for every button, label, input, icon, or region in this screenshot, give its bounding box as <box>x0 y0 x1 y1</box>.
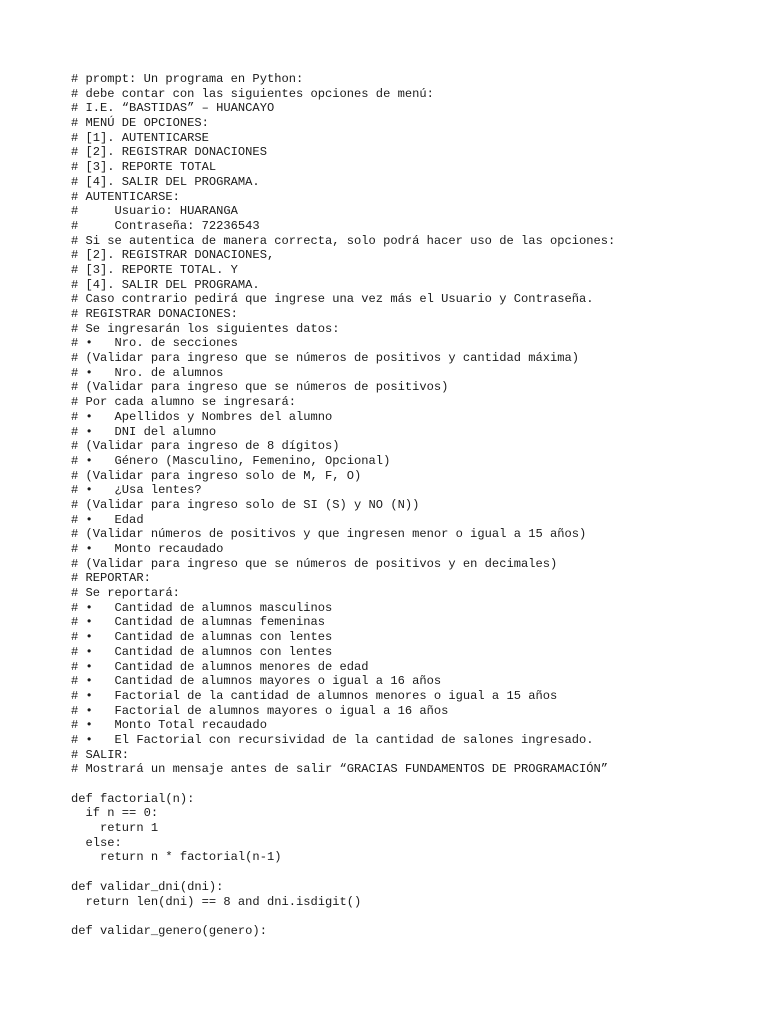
code-line: # • Nro. de alumnos <box>71 365 224 380</box>
code-line: def validar_genero(genero): <box>71 923 267 938</box>
code-line: else: <box>71 835 122 850</box>
code-line: # Usuario: HUARANGA <box>71 204 238 219</box>
code-line: # (Validar para ingreso solo de M, F, O) <box>71 468 362 483</box>
code-line: # (Validar para ingreso de 8 dígitos) <box>71 439 340 454</box>
code-listing <box>71 72 615 939</box>
code-line: # [2]. REGISTRAR DONACIONES, <box>71 248 275 263</box>
code-line: return 1 <box>71 821 159 836</box>
code-line <box>71 777 615 792</box>
code-line: # [3]. REPORTE TOTAL. Y <box>71 262 238 277</box>
code-line: if n == 0: <box>71 806 159 821</box>
code-line: # • Cantidad de alumnos con lentes <box>71 644 333 659</box>
code-line: # debe contar con las siguientes opciones de menú: <box>71 86 434 101</box>
code-line: # Mostrará un mensaje antes de salir “GRACIAS FUNDAMENTOS DE PROGRAMACIÓN” <box>71 762 609 777</box>
code-line: # [2]. REGISTRAR DONACIONES <box>71 145 267 160</box>
code-line: # [3]. REPORTE TOTAL <box>71 160 217 175</box>
code-line: # Caso contrario pedirá que ingrese una vez más el Usuario y Contraseña. <box>71 292 594 307</box>
code-line: # Se reportará: <box>71 586 180 601</box>
code-line: # SALIR: <box>71 747 130 762</box>
code-line: # (Validar para ingreso que se números de positivos) <box>71 380 449 395</box>
code-line: # • Monto recaudado <box>71 542 224 556</box>
code-line: def validar_dni(dni): <box>71 879 224 894</box>
code-line: # AUTENTICARSE: <box>71 189 180 204</box>
code-line: # REPORTAR: <box>71 571 151 586</box>
code-line: # • Monto Total recaudado <box>71 718 267 733</box>
code-line: return len(dni) == 8 and dni.isdigit() <box>71 894 362 909</box>
code-line: # I.E. “BASTIDAS” – HUANCAYO <box>71 101 275 116</box>
code-line: # prompt: Un programa en Python: <box>71 72 304 86</box>
code-line: # Contraseña: 72236543 <box>71 218 260 233</box>
code-line: # (Validar para ingreso que se números de positivos y cantidad máxima) <box>71 351 580 366</box>
code-line: # Se ingresarán los siguientes datos: <box>71 321 340 336</box>
code-line: # MENÚ DE OPCIONES: <box>71 116 209 131</box>
code-line <box>71 909 615 924</box>
code-line: # (Validar para ingreso solo de SI (S) y NO (N)) <box>71 497 420 512</box>
code-line: # • Género (Masculino, Femenino, Opcional) <box>71 453 391 468</box>
code-line: # (Validar para ingreso que se números de positivos y en decimales) <box>71 556 558 571</box>
code-line: # • DNI del alumno <box>71 424 217 439</box>
code-line <box>71 865 615 880</box>
code-line: # • Cantidad de alumnas femeninas <box>71 615 326 630</box>
code-line: # [1]. AUTENTICARSE <box>71 130 209 145</box>
code-line: # • Apellidos y Nombres del alumno <box>71 409 333 424</box>
code-line: def factorial(n): <box>71 791 195 806</box>
code-line: # • Factorial de alumnos mayores o igual a 16 años <box>71 703 449 718</box>
code-line: # • Cantidad de alumnos menores de edad <box>71 659 369 674</box>
code-line: # REGISTRAR DONACIONES: <box>71 307 238 321</box>
code-line: # • Edad <box>71 512 144 527</box>
code-line: # (Validar números de positivos y que ingresen menor o igual a 15 años) <box>71 527 587 542</box>
code-line: # Por cada alumno se ingresará: <box>71 395 296 410</box>
code-line: # • Cantidad de alumnas con lentes <box>71 630 333 645</box>
code-line: # [4]. SALIR DEL PROGRAMA. <box>71 277 260 292</box>
code-line: # Si se autentica de manera correcta, solo podrá hacer uso de las opciones: <box>71 233 616 248</box>
code-line: # • Cantidad de alumnos masculinos <box>71 600 333 615</box>
code-line: # • Nro. de secciones <box>71 336 238 351</box>
code-line: # • El Factorial con recursividad de la cantidad de salones ingresado. <box>71 732 594 747</box>
code-line: return n * factorial(n-1) <box>71 850 282 865</box>
code-line: # • Factorial de la cantidad de alumnos menores o igual a 15 años <box>71 688 558 703</box>
code-line: # [4]. SALIR DEL PROGRAMA. <box>71 174 260 189</box>
code-line: # • ¿Usa lentes? <box>71 483 202 498</box>
code-line: # • Cantidad de alumnos mayores o igual a 16 años <box>71 674 442 689</box>
